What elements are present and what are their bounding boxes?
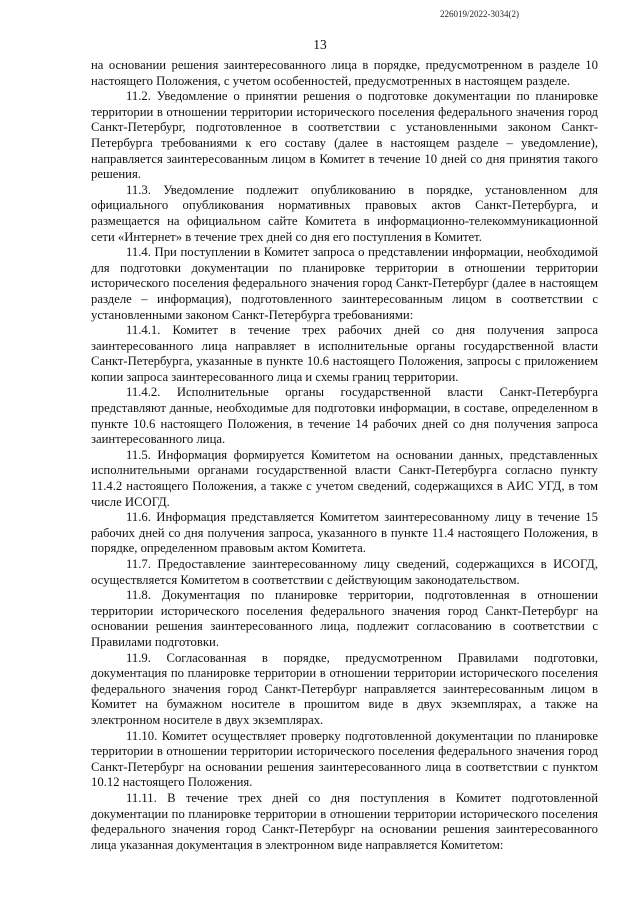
paragraph-11-10: 11.10. Комитет осуществляет проверку подготовленной документации по планировке территории в отношении территории исторического поселения федерального значения город Санкт-Петербург на основании решения заинтересованного лица в соответствии с пунктом 10.12 настоящего Положения.	[91, 728, 598, 790]
paragraph-11-4-2: 11.4.2. Исполнительные органы государственной власти Санкт-Петербурга представляют данные, необходимые для подготовки информации, в составе, определенном в пункте 10.6 настоящего Положения, в течение 14 рабочих дней со дня получения запроса заинтересованного лица.	[91, 385, 598, 447]
paragraph-11-6: 11.6. Информация представляется Комитетом заинтересованному лицу в течение 15 рабочих дней со дня получения запроса, указанного в пункте 11.4 настоящего Положения, в порядке, определенном правовым актом Комитета.	[91, 510, 598, 556]
paragraph-continuation: на основании решения заинтересованного лица в порядке, предусмотренном в разделе 10 настоящего Положения, с учетом особенностей, предусмотренных в настоящем разделе.	[91, 58, 598, 88]
document-body	[91, 58, 598, 853]
paragraph-11-2: 11.2. Уведомление о принятии решения о подготовке документации по планировке территории в отношении территории исторического поселения федерального значения город Санкт-Петербург, подготовленное в соответствии с установленными законом Санкт-Петербурга требованиями к его составу (далее в настоящем разделе – уведомление), направляется заинтересованным лицом в Комитет в течение 10 дней со дня принятия такого решения.	[91, 89, 598, 182]
paragraph-11-11: 11.11. В течение трех дней со дня поступления в Комитет подготовленной документации по планировке территории в отношении территории исторического поселения федерального значения город Санкт-Петербург на основании решения заинтересованного лица указанная документация в электронном виде направляется Комитетом:	[91, 790, 598, 852]
paragraph-11-5: 11.5. Информация формируется Комитетом на основании данных, представленных исполнительными органами государственной власти Санкт-Петербурга согласно пункту 11.4.2 настоящего Положения, а также с учетом сведений, содержащихся в АИС УГД, в том числе ИСОГД.	[91, 447, 598, 509]
paragraph-11-7: 11.7. Предоставление заинтересованному лицу сведений, содержащихся в ИСОГД, осуществляется Комитетом в соответствии с действующим законодательством.	[91, 557, 598, 587]
paragraph-11-4-1: 11.4.1. Комитет в течение трех рабочих дней со дня получения запроса заинтересованного лица направляет в исполнительные органы государственной власти Санкт-Петербурга, указанные в пункте 10.6 настоящего Положения, запросы с приложением копии запроса заинтересованного лица и схемы границ территории.	[91, 323, 598, 384]
document-number: 226019/2022-3034(2)	[440, 9, 519, 19]
paragraph-11-4: 11.4. При поступлении в Комитет запроса о представлении информации, необходимой для подготовки документации по планировке территории в отношении территории исторического поселения федерального значения город Санкт-Петербург (далее в настоящем разделе – информация), подготовленного заинтересованным лицом в соответствии с установленными законом Санкт-Петербурга требованиями:	[91, 245, 598, 322]
paragraph-11-3: 11.3. Уведомление подлежит опубликованию в порядке, установленном для официального опубликования нормативных правовых актов Санкт-Петербурга, и размещается на официальном сайте Комитета в информационно-телекоммуникационной сети «Интернет» в течение трех дней со дня его поступления в Комитет.	[91, 182, 598, 244]
paragraph-11-8: 11.8. Документация по планировке территории, подготовленная в отношении территории исторического поселения федерального значения город Санкт-Петербург на основании решения заинтересованного лица, подлежит согласованию в соответствии с Правилами подготовки.	[91, 588, 598, 649]
paragraph-11-9: 11.9. Согласованная в порядке, предусмотренном Правилами подготовки, документация по планировке территории в отношении территории исторического поселения федерального значения город Санкт-Петербург направляется заинтересованным лицом в Комитет на бумажном носителе в прошитом виде в двух экземплярах, а также на электронном носителе в двух экземплярах.	[91, 650, 598, 727]
page-number: 13	[313, 37, 327, 52]
